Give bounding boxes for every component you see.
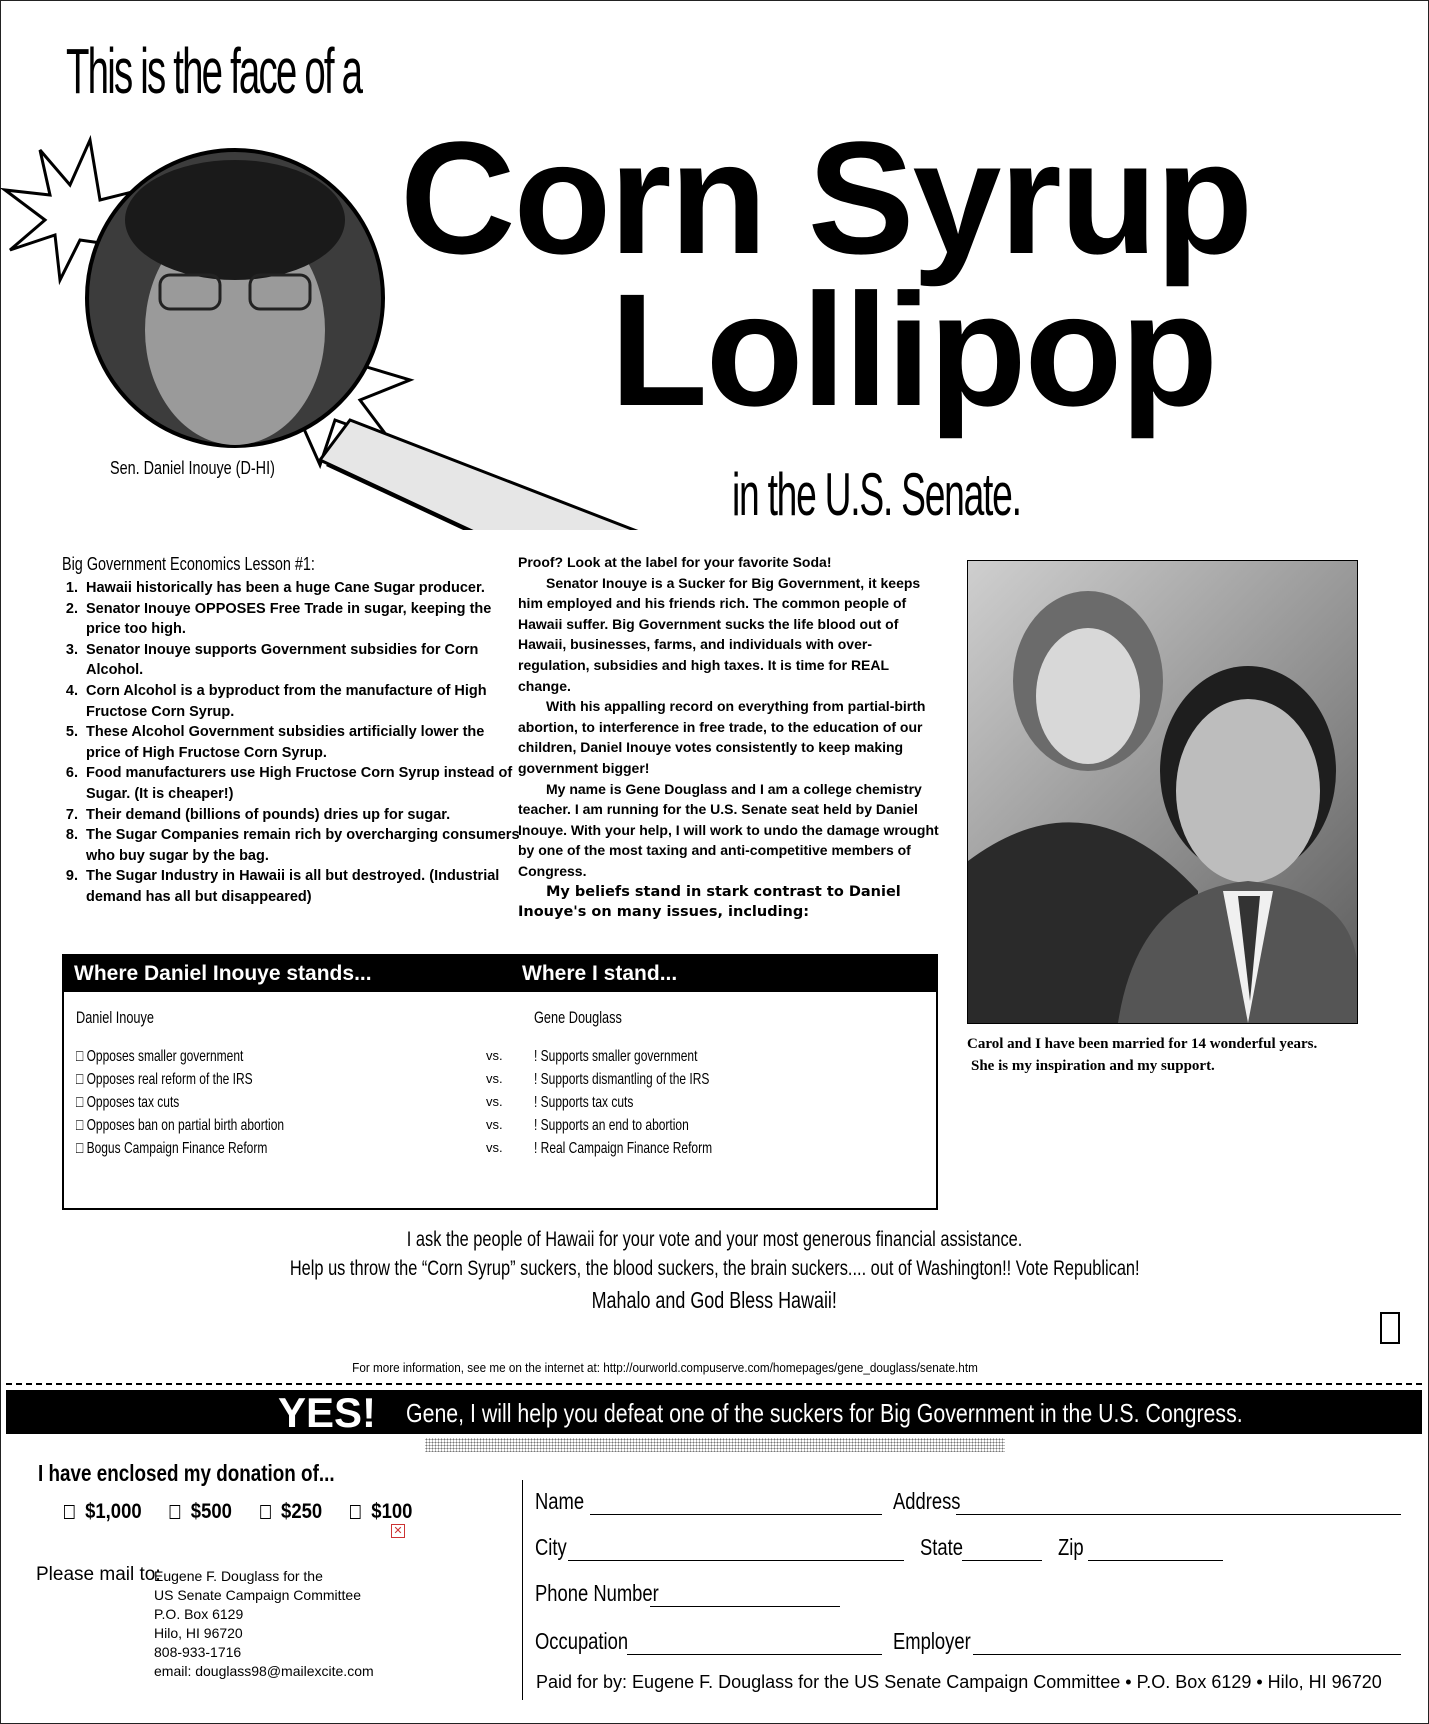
list-item: 8. The Sugar Companies remain rich by overcharging consumers who buy sugar by the bag. [82,825,522,866]
left-cell: □ Opposes ban on partial birth abortion [76,1117,285,1134]
amount-option[interactable] [350,1500,412,1523]
name-field[interactable] [590,1514,882,1515]
list-item: 4. Corn Alcohol is a byproduct from the manufacture of High Fructose Corn Syrup. [82,681,522,722]
right-name: Gene Douglass [534,1008,622,1027]
table-row [64,1048,936,1071]
checkbox-icon[interactable] [350,1505,361,1519]
mail-address [154,1567,374,1681]
amount-label: $100 [371,1500,413,1523]
amount-option[interactable] [64,1500,142,1523]
form-divider [522,1480,523,1700]
left-cell: □ Opposes tax cuts [76,1094,180,1111]
right-cell: ! Supports an end to abortion [534,1117,689,1134]
right-header: Where I stand... [522,962,678,985]
list-item: 6. Food manufacturers use High Fructose Corn Syrup instead of Sugar. (It is cheaper!) [82,763,522,804]
family-photo-figures [968,561,1357,1023]
address-line: email: douglass98@mailexcite.com [154,1663,374,1679]
checkbox-icon [1380,1312,1400,1344]
amount-option[interactable] [260,1500,322,1523]
vs-cell: vs. [486,1071,503,1086]
body-paragraph: My beliefs stand in stark contrast to Daniel Inouye's on many issues, including: [518,883,901,921]
checkbox-icon[interactable] [170,1505,181,1519]
body-paragraph: With his appalling record on everything from partial-birth abortion, to interference in free trade, to the education of our children, Daniel Inouye votes consistently to keep making government bigger! [518,698,926,776]
amount-option[interactable] [170,1500,232,1523]
address-line: 808-933-1716 [154,1644,242,1660]
phone-field[interactable] [650,1606,840,1607]
employer-field[interactable] [973,1654,1401,1655]
mail-label: Please mail to: [36,1564,161,1585]
address-line: Eugene F. Douglass for the [154,1568,323,1584]
right-cell: ! Supports tax cuts [534,1094,634,1111]
more-info[interactable]: For more information, see me on the internet at: http://ourworld.compuserve.com/homepages/gene_douglass/senate.htm [352,1360,978,1375]
address-label: Address [893,1488,961,1514]
lesson-list [62,578,522,908]
lesson-title: Big Government Economics Lesson #1: [62,554,315,574]
list-item: 5. These Alcohol Government subsidies artificially lower the price of High Fructose Corn Syrup. [82,722,522,763]
right-cell: ! Real Campaign Finance Reform [534,1140,713,1157]
appeal-text: Mahalo and God Bless Hawaii! [591,1287,838,1313]
address-line: US Senate Campaign Committee [154,1587,361,1603]
cut-line [6,1383,1422,1385]
comparison-header [64,956,936,992]
address-line: Hilo, HI 96720 [154,1625,243,1641]
comparison-table [62,954,938,1210]
state-field[interactable] [962,1560,1042,1561]
amount-label: $1,000 [85,1500,142,1523]
zip-field[interactable] [1088,1560,1223,1561]
left-cell: □ Bogus Campaign Finance Reform [76,1140,268,1157]
name-label: Name [535,1488,585,1514]
family-photo [967,560,1358,1024]
left-name: Daniel Inouye [76,1008,154,1027]
tagline: This is the face of a [66,35,362,107]
yes-bar [6,1390,1422,1434]
left-header: Where Daniel Inouye stands... [74,962,372,985]
zip-label: Zip [1058,1534,1084,1560]
phone-label: Phone Number [535,1580,659,1606]
list-item: 9. The Sugar Industry in Hawaii is all but destroyed. (Industrial demand has all but disappeared) [82,866,522,907]
table-row [64,1094,936,1117]
city-label: City [535,1534,567,1560]
city-field[interactable] [568,1560,904,1561]
appeal-text: I ask the people of Hawaii for your vote and your most generous financial assistance. [406,1228,1023,1251]
body-paragraph: My name is Gene Douglass and I am a college chemistry teacher. I am running for the U.S. Senate seat held by Daniel Inouye. With your help, I will work to undo the damage wrought by one of the most taxing and anti-competitive members of Congress. [518,780,939,879]
employer-label: Employer [893,1628,971,1654]
address-line: P.O. Box 6129 [154,1606,244,1622]
table-row [64,1117,936,1140]
amount-label: $500 [190,1500,232,1523]
table-row [64,1140,936,1163]
title-lollipop: Lollipop [610,260,1217,439]
state-label: State [920,1534,963,1560]
checkbox-icon[interactable] [64,1505,75,1519]
family-photo-caption [967,1033,1367,1077]
amount-label: $250 [281,1500,323,1523]
caption-line: She is my inspiration and my support. [971,1058,1215,1074]
occupation-field[interactable] [627,1654,882,1655]
vs-cell: vs. [486,1140,503,1155]
list-item: 3. Senator Inouye supports Government subsidies for Corn Alcohol. [82,640,522,681]
dotted-pattern [425,1438,1005,1452]
list-item: 2. Senator Inouye OPPOSES Free Trade in sugar, keeping the price too high. [82,599,522,640]
address-field[interactable] [956,1514,1401,1515]
occupation-label: Occupation [535,1628,629,1654]
yes-message: Gene, I will help you defeat one of the suckers for Big Government in the U.S. Congress. [406,1398,1243,1428]
appeal-line-2 [0,1257,1429,1281]
donation-label: I have enclosed my donation of... [38,1460,335,1486]
body-paragraph: Senator Inouye is a Sucker for Big Government, it keeps him employed and his friends rich. The common people of Hawaii suffer. Big Government sucks the life blood out of Hawaii, businesses, farms, and individuals with over-regulation, subsidies and high taxes. It is time for REAL change. [518,574,921,694]
checkbox-icon[interactable] [260,1505,271,1519]
vs-cell: vs. [486,1094,503,1109]
appeal-line-3 [0,1287,1429,1314]
left-cell: □ Opposes real reform of the IRS [76,1071,253,1088]
title-corn-syrup: Corn Syrup [400,108,1252,287]
vs-cell: vs. [486,1117,503,1132]
list-item: 1. Hawaii historically has been a huge Cane Sugar producer. [82,578,522,599]
caption-line: Carol and I have been married for 14 wonderful years. [967,1036,1318,1052]
donation-amounts [64,1500,435,1524]
senator-caption: Sen. Daniel Inouye (D-HI) [110,458,275,478]
table-row [64,1071,936,1094]
left-cell: □ Opposes smaller government [76,1048,244,1065]
right-cell: ! Supports dismantling of the IRS [534,1071,710,1088]
appeal-line-1 [0,1228,1429,1252]
body-paragraph: Proof? Look at the label for your favorite Soda! [518,554,832,570]
yes-label: YES! [278,1389,377,1436]
right-cell: ! Supports smaller government [534,1048,698,1065]
x-box-icon: ✕ [391,1524,405,1538]
list-item: 7. Their demand (billions of pounds) dries up for sugar. [82,805,522,826]
title-senate: in the U.S. Senate. [732,461,1021,528]
body-text [518,552,943,923]
paid-for-line: Paid for by: Eugene F. Douglass for the US Senate Campaign Committee • P.O. Box 6129 • Hilo, HI 96720 [536,1672,1382,1692]
appeal-text: Help us throw the “Corn Syrup” suckers, the blood suckers, the brain suckers.... out of Washington!! Vote Republican! [289,1257,1140,1280]
vs-cell: vs. [486,1048,503,1063]
